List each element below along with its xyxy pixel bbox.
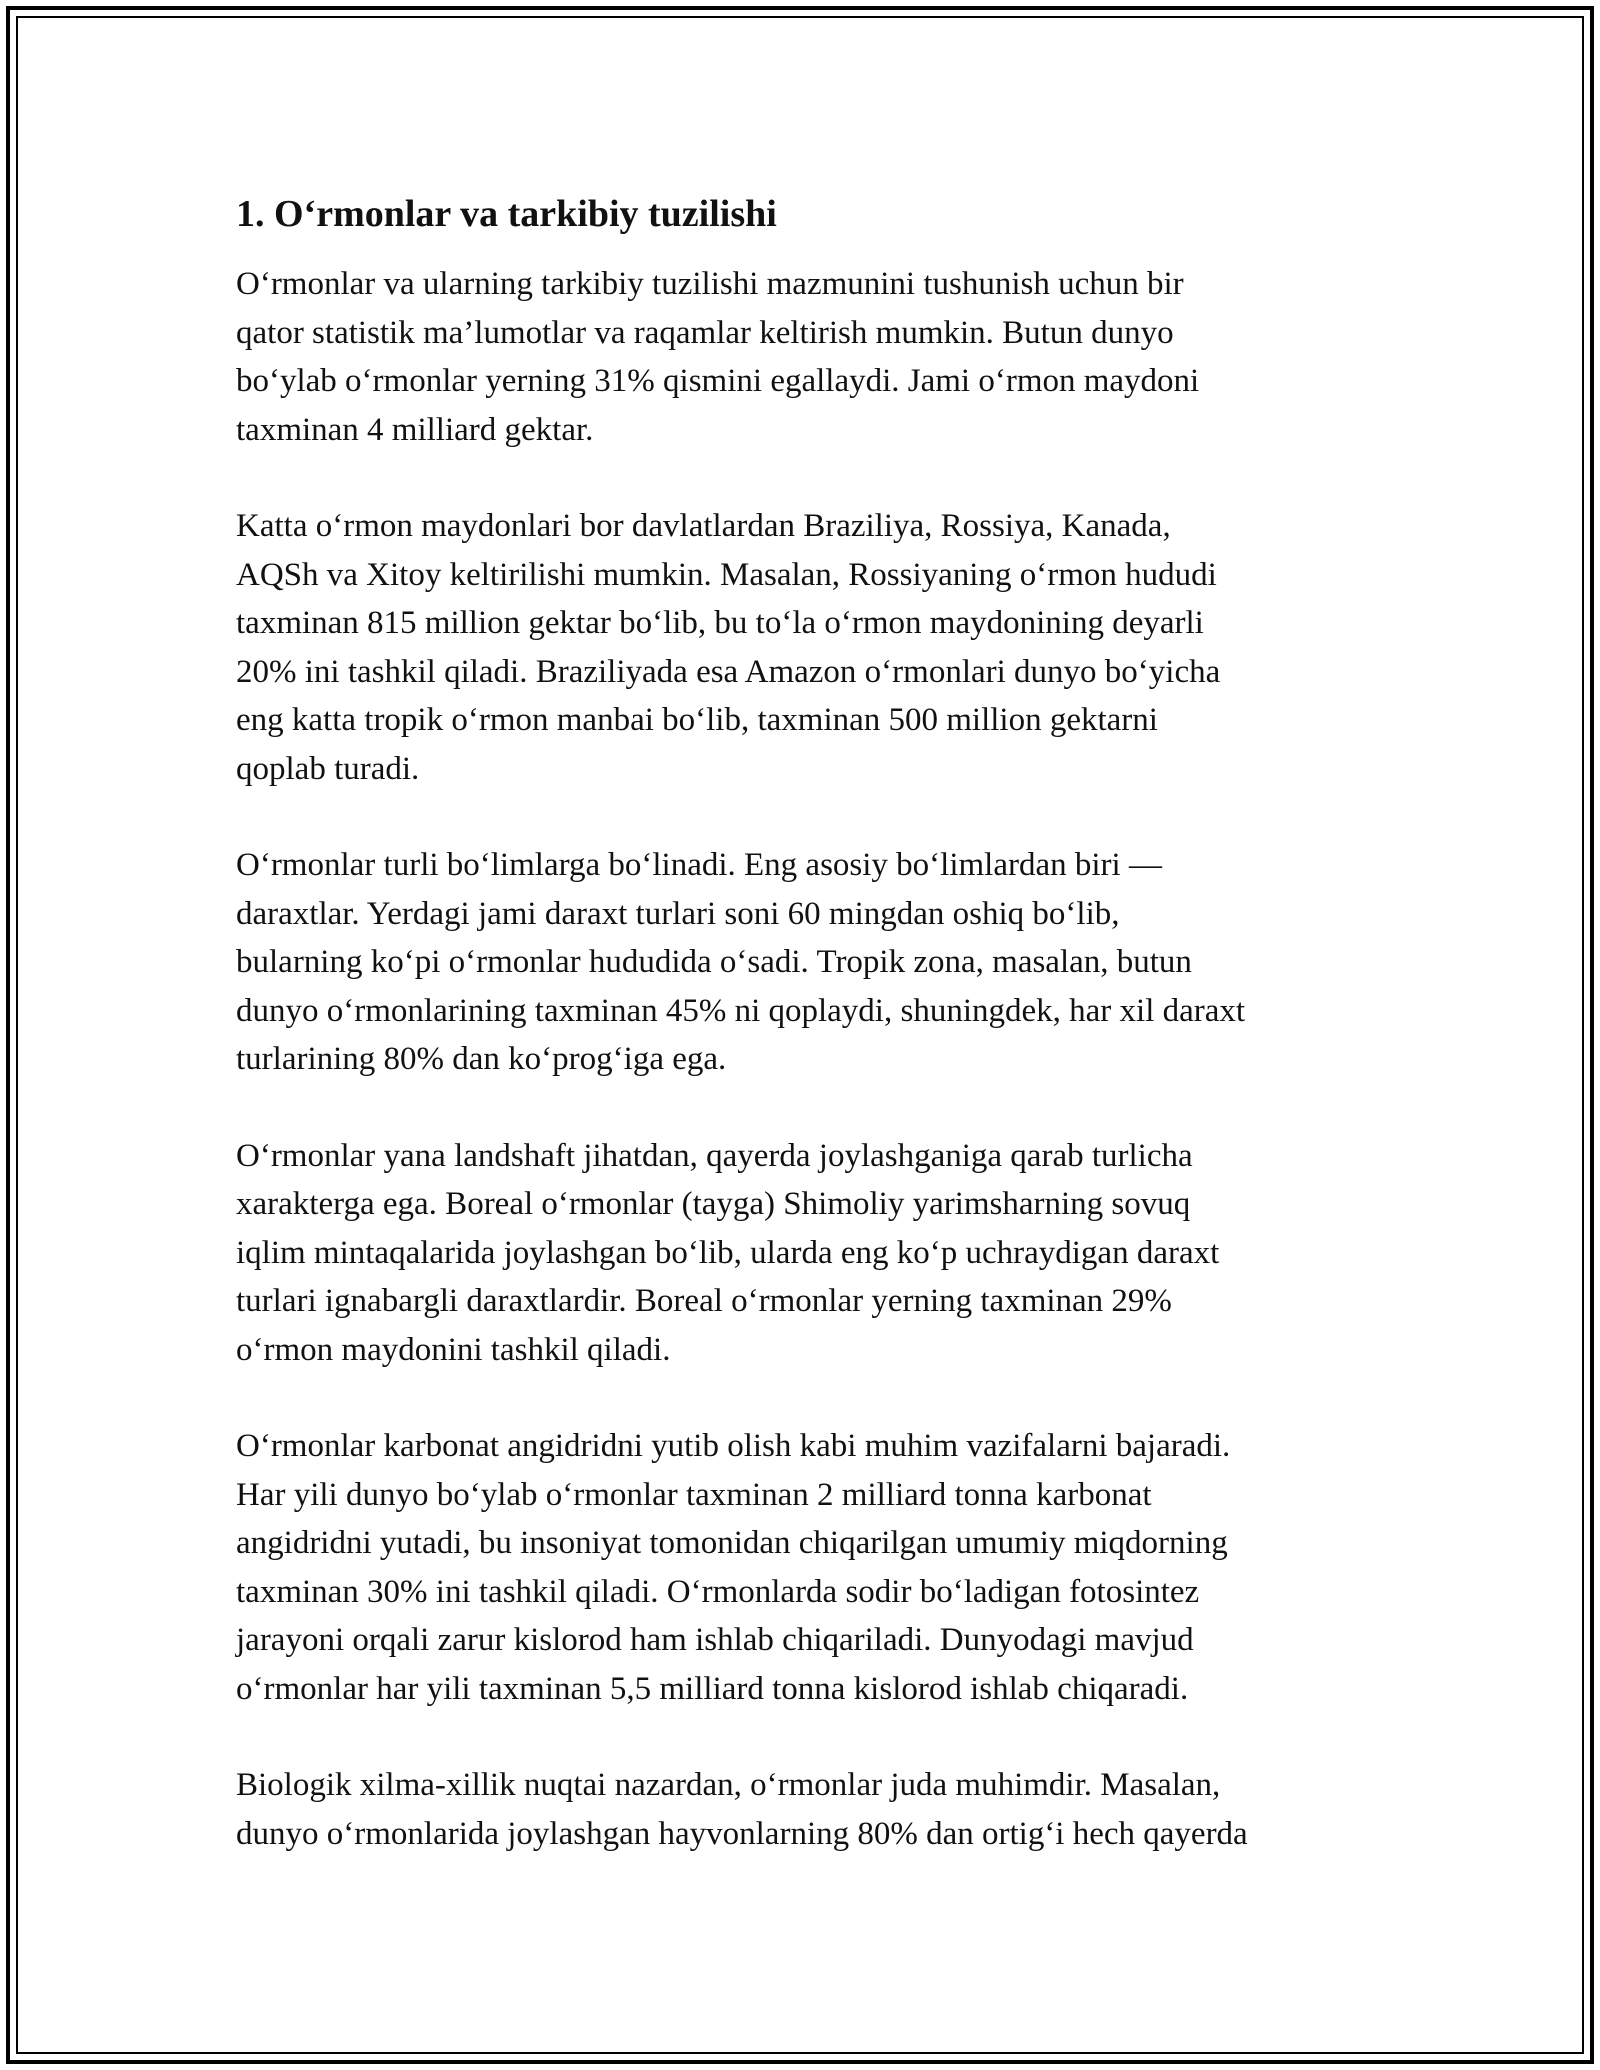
paragraph-1: [236, 260, 1376, 454]
text-line: bularning ko‘pi o‘rmonlar hududida o‘sadi. Tropik zona, masalan, butun: [236, 944, 1192, 980]
paragraph-4: [236, 1132, 1376, 1375]
text-line: o‘rmonlar har yili taxminan 5,5 milliard tonna kislorod ishlab chiqaradi.: [236, 1670, 1189, 1707]
text-line: taxminan 4 milliard gektar.: [236, 411, 594, 448]
text-line: Biologik xilma-xillik nuqtai nazardan, o‘rmonlar juda muhimdir. Masalan,: [236, 1767, 1221, 1803]
text-line: iqlim mintaqalarida joylashgan bo‘lib, ularda eng ko‘p uchraydigan daraxt: [236, 1234, 1220, 1271]
text-line: o‘rmon maydonini tashkil qiladi.: [236, 1331, 671, 1368]
text-line: bo‘ylab o‘rmonlar yerning 31% qismini egallaydi. Jami o‘rmon maydoni: [236, 363, 1200, 399]
text-line: AQSh va Xitoy keltirilishi mumkin. Masalan, Rossiyaning o‘rmon hududi: [236, 556, 1217, 593]
text-line: O‘rmonlar turli bo‘limlarga bo‘linadi. Eng asosiy bo‘limlardan biri —: [236, 847, 1162, 883]
text-line: jarayoni orqali zarur kislorod ham ishlab chiqariladi. Dunyodagi mavjud: [236, 1622, 1194, 1658]
text-line: O‘rmonlar va ularning tarkibiy tuzilishi mazmunini tushunish uchun bir: [236, 266, 1184, 302]
text-line: dunyo o‘rmonlarining taxminan 45% ni qoplaydi, shuningdek, har xil daraxt: [236, 992, 1246, 1029]
paragraph-3: [236, 841, 1376, 1084]
section-heading: 1. O‘rmonlar va tarkibiy tuzilishi: [236, 193, 777, 235]
text-line: O‘rmonlar karbonat angidridni yutib olish kabi muhim vazifalarni bajaradi.: [236, 1428, 1231, 1464]
text-line: dunyo o‘rmonlarida joylashgan hayvonlarning 80% dan ortig‘i hech qayerda: [236, 1815, 1248, 1852]
text-line: turlari ignabargli daraxtlardir. Boreal o‘rmonlar yerning taxminan 29%: [236, 1283, 1172, 1319]
text-line: daraxtlar. Yerdagi jami daraxt turlari soni 60 mingdan oshiq bo‘lib,: [236, 895, 1120, 932]
text-line: O‘rmonlar yana landshaft jihatdan, qayerda joylashganiga qarab turlicha: [236, 1137, 1193, 1174]
document-page: [236, 186, 1376, 1906]
text-line: xarakterga ega. Boreal o‘rmonlar (tayga) Shimoliy yarimsharning sovuq: [236, 1186, 1191, 1222]
text-line: qoplab turadi.: [236, 750, 420, 787]
text-line: Har yili dunyo bo‘ylab o‘rmonlar taxminan 2 milliard tonna karbonat: [236, 1476, 1152, 1513]
text-line: 20% ini tashkil qiladi. Braziliyada esa Amazon o‘rmonlari dunyo bo‘yicha: [236, 653, 1221, 690]
text-line: taxminan 30% ini tashkil qiladi. O‘rmonlarda sodir bo‘ladigan fotosintez: [236, 1573, 1200, 1610]
text-line: angidridni yutadi, bu insoniyat tomonidan chiqarilgan umumiy miqdorning: [236, 1525, 1228, 1561]
paragraph-2: [236, 502, 1376, 793]
paragraph-6: [236, 1761, 1376, 1858]
text-line: qator statistik ma’lumotlar va raqamlar keltirish mumkin. Butun dunyo: [236, 314, 1174, 351]
text-line: taxminan 815 million gektar bo‘lib, bu to‘la o‘rmon maydonining deyarli: [236, 605, 1204, 641]
paragraph-5: [236, 1422, 1376, 1713]
text-line: Katta o‘rmon maydonlari bor davlatlardan Braziliya, Rossiya, Kanada,: [236, 508, 1171, 544]
text-line: eng katta tropik o‘rmon manbai bo‘lib, taxminan 500 million gektarni: [236, 702, 1158, 738]
text-line: turlarining 80% dan ko‘prog‘iga ega.: [236, 1041, 727, 1077]
